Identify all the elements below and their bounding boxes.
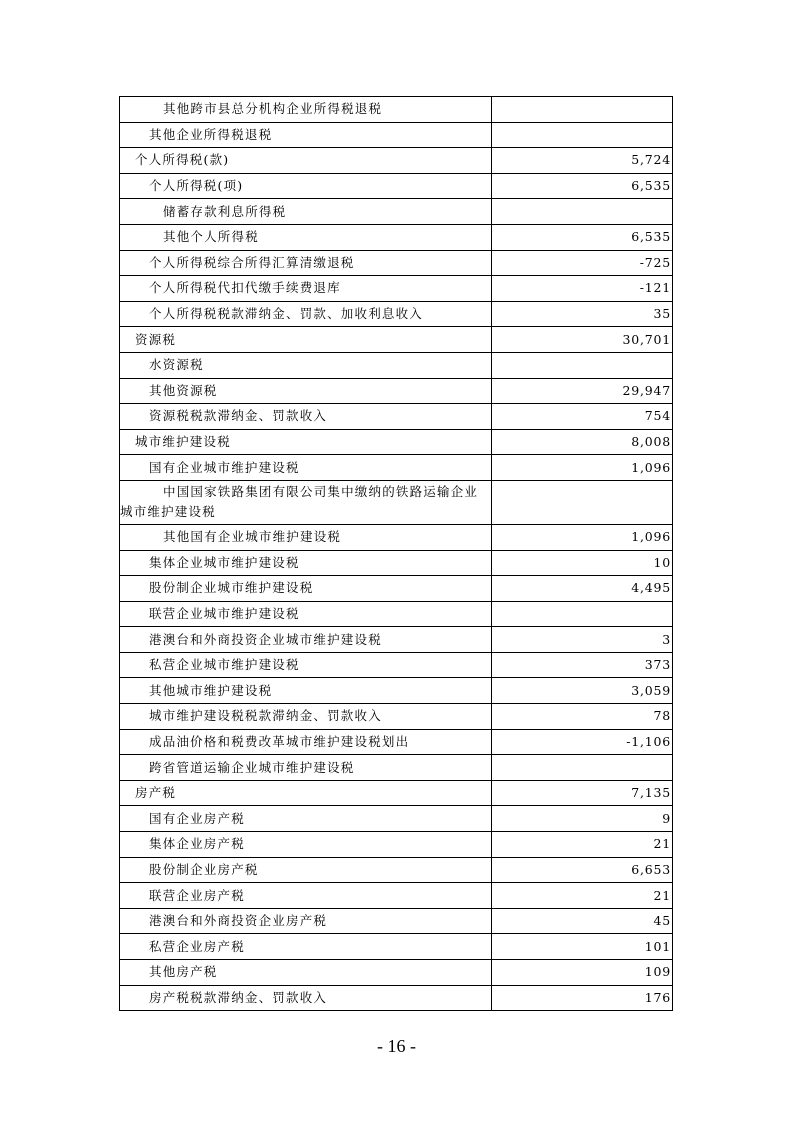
row-item-value [492, 122, 673, 148]
row-item-name: 成品油价格和税费改革城市维护建设税划出 [120, 729, 492, 755]
table-row [120, 576, 673, 602]
table-row [120, 250, 673, 276]
row-item-value: 373 [492, 652, 673, 678]
row-item-value: 45 [492, 908, 673, 934]
row-item-name: 城市维护建设税 [120, 429, 492, 455]
row-item-value [492, 755, 673, 781]
row-item-value: 21 [492, 883, 673, 909]
table-row [120, 960, 673, 986]
row-item-name: 私营企业房产税 [120, 934, 492, 960]
row-item-value: 3 [492, 627, 673, 653]
row-item-name: 集体企业房产税 [120, 832, 492, 858]
table-row [120, 173, 673, 199]
revenue-table-body [120, 97, 673, 1011]
row-item-name: 联营企业城市维护建设税 [120, 601, 492, 627]
row-item-name: 中国国家铁路集团有限公司集中缴纳的铁路运输企业城市维护建设税 [120, 480, 492, 524]
table-row [120, 627, 673, 653]
table-row [120, 550, 673, 576]
row-item-value: 101 [492, 934, 673, 960]
table-row [120, 934, 673, 960]
row-item-name: 港澳台和外商投资企业城市维护建设税 [120, 627, 492, 653]
row-item-value: 9 [492, 806, 673, 832]
table-row [120, 224, 673, 250]
row-item-name: 联营企业房产税 [120, 883, 492, 909]
row-item-name: 个人所得税税款滞纳金、罚款、加收利息收入 [120, 301, 492, 327]
row-item-value: 1,096 [492, 455, 673, 481]
row-item-value [492, 480, 673, 524]
row-item-value: 5,724 [492, 148, 673, 174]
row-item-name: 个人所得税(项) [120, 173, 492, 199]
row-item-name: 跨省管道运输企业城市维护建设税 [120, 755, 492, 781]
row-item-value: 30,701 [492, 327, 673, 353]
row-item-name: 个人所得税(款) [120, 148, 492, 174]
row-item-name: 私营企业城市维护建设税 [120, 652, 492, 678]
row-item-value: 176 [492, 985, 673, 1011]
page-number: - 16 - [377, 1036, 416, 1056]
table-row [120, 704, 673, 730]
row-item-name: 其他个人所得税 [120, 224, 492, 250]
row-item-name: 房产税 [120, 780, 492, 806]
table-row [120, 524, 673, 550]
table-row [120, 148, 673, 174]
table-row [120, 276, 673, 302]
row-item-name: 个人所得税综合所得汇算清缴退税 [120, 250, 492, 276]
row-item-name: 国有企业房产税 [120, 806, 492, 832]
table-row [120, 455, 673, 481]
row-item-name: 港澳台和外商投资企业房产税 [120, 908, 492, 934]
table-row [120, 729, 673, 755]
row-item-name: 储蓄存款利息所得税 [120, 199, 492, 225]
row-item-value [492, 352, 673, 378]
row-item-name: 水资源税 [120, 352, 492, 378]
revenue-table [119, 96, 673, 1011]
row-item-name: 房产税税款滞纳金、罚款收入 [120, 985, 492, 1011]
table-row [120, 806, 673, 832]
row-item-value: 6,653 [492, 857, 673, 883]
row-item-value: 3,059 [492, 678, 673, 704]
table-row [120, 601, 673, 627]
row-item-value: 7,135 [492, 780, 673, 806]
row-item-value: 21 [492, 832, 673, 858]
row-item-value: 1,096 [492, 524, 673, 550]
row-item-name: 股份制企业城市维护建设税 [120, 576, 492, 602]
row-item-value [492, 601, 673, 627]
row-item-value: 10 [492, 550, 673, 576]
table-row [120, 780, 673, 806]
table-row [120, 301, 673, 327]
row-item-value: 6,535 [492, 173, 673, 199]
table-row [120, 97, 673, 123]
table-row [120, 985, 673, 1011]
row-item-name: 其他城市维护建设税 [120, 678, 492, 704]
row-item-value: 6,535 [492, 224, 673, 250]
row-item-name: 股份制企业房产税 [120, 857, 492, 883]
table-row [120, 199, 673, 225]
row-item-value: -725 [492, 250, 673, 276]
table-row [120, 429, 673, 455]
row-item-value [492, 199, 673, 225]
row-item-name: 其他房产税 [120, 960, 492, 986]
row-item-name: 集体企业城市维护建设税 [120, 550, 492, 576]
table-row [120, 832, 673, 858]
row-item-name: 城市维护建设税税款滞纳金、罚款收入 [120, 704, 492, 730]
row-item-name: 国有企业城市维护建设税 [120, 455, 492, 481]
table-row [120, 652, 673, 678]
row-item-value: -1,106 [492, 729, 673, 755]
table-row [120, 908, 673, 934]
row-item-value: 35 [492, 301, 673, 327]
table-row [120, 404, 673, 430]
row-item-value [492, 97, 673, 123]
row-item-value: 109 [492, 960, 673, 986]
table-row [120, 352, 673, 378]
table-row [120, 678, 673, 704]
table-row [120, 857, 673, 883]
row-item-name: 其他跨市县总分机构企业所得税退税 [120, 97, 492, 123]
table-row [120, 378, 673, 404]
row-item-name: 其他企业所得税退税 [120, 122, 492, 148]
row-item-value: 754 [492, 404, 673, 430]
row-item-value: 78 [492, 704, 673, 730]
row-item-name: 个人所得税代扣代缴手续费退库 [120, 276, 492, 302]
row-item-name: 其他国有企业城市维护建设税 [120, 524, 492, 550]
row-item-value: 8,008 [492, 429, 673, 455]
row-item-value: 4,495 [492, 576, 673, 602]
table-row [120, 327, 673, 353]
row-item-name: 资源税税款滞纳金、罚款收入 [120, 404, 492, 430]
table-row [120, 480, 673, 524]
row-item-value: -121 [492, 276, 673, 302]
row-item-name: 资源税 [120, 327, 492, 353]
table-row [120, 883, 673, 909]
row-item-name: 其他资源税 [120, 378, 492, 404]
table-row [120, 755, 673, 781]
table-row [120, 122, 673, 148]
row-item-value: 29,947 [492, 378, 673, 404]
